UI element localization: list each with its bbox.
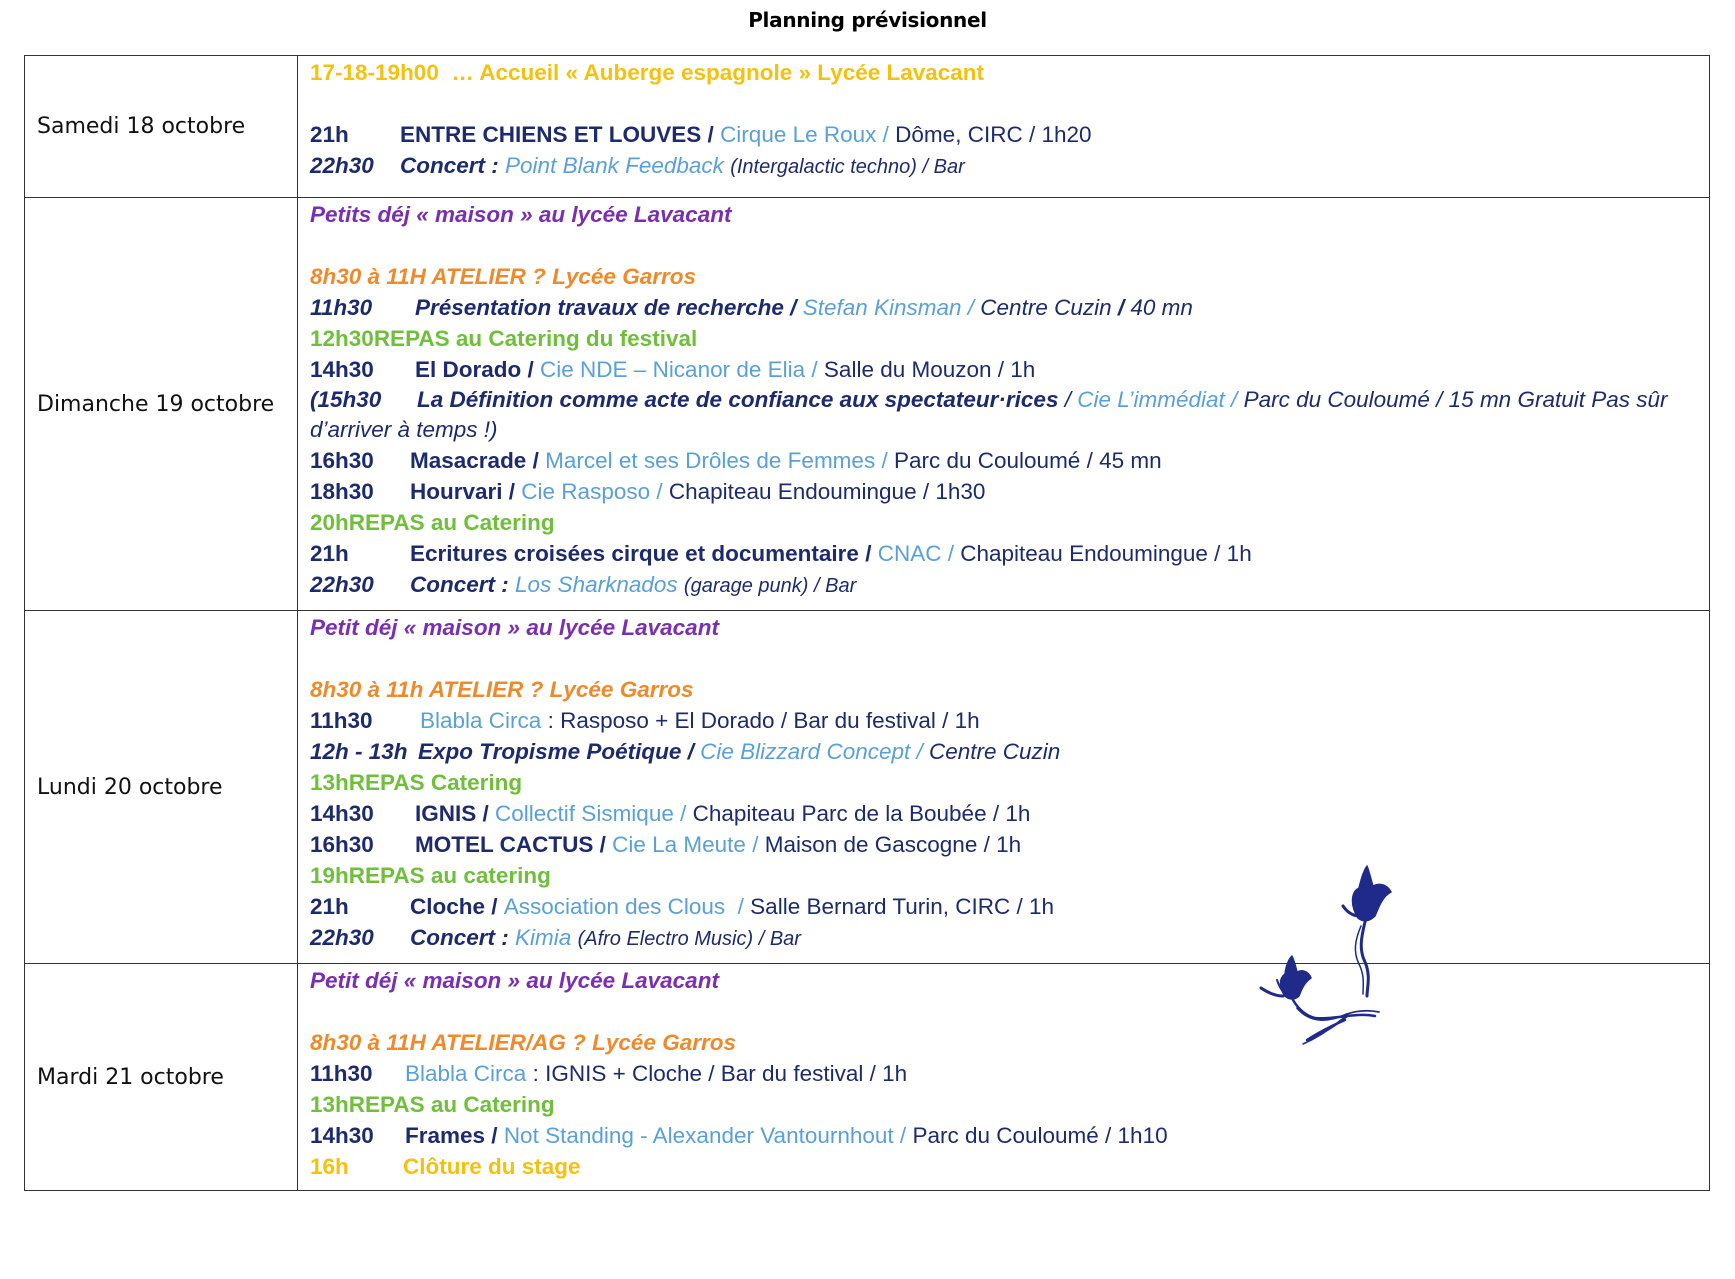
spacer (310, 88, 1697, 119)
company-name: Cie La Meute (612, 832, 746, 857)
venue: Chapiteau Parc de la Boubée / 1h (692, 801, 1031, 826)
day-label: Lundi 20 octobre (25, 611, 298, 964)
event-time: 16h30 (310, 832, 374, 857)
event-line: 14h30 Frames / Not Standing - Alexander Vantournhout / Parc du Couloumé / 1h10 (310, 1120, 1697, 1151)
event-details: IGNIS + Cloche / Bar du festival / 1h (545, 1061, 908, 1086)
event-time: (15h30 (310, 387, 382, 412)
venue: Salle Bernard Turin, CIRC / 1h (750, 894, 1055, 919)
day-row (25, 611, 1710, 964)
event-time: 14h30 (310, 801, 374, 826)
artist-name: Point Blank Feedback (505, 153, 724, 178)
closing-line (310, 1151, 1697, 1182)
event-line: 11h30 Présentation travaux de recherche / Stefan Kinsman / Centre Cuzin / 40 mn (310, 292, 1697, 323)
event-time: 18h30 (310, 479, 374, 504)
note-text: Petits déj « maison » au lycée Lavacant (310, 202, 732, 227)
event-line: 14h30 IGNIS / Collectif Sismique / Chapiteau Parc de la Boubée / 1h (310, 798, 1697, 829)
page-title: Planning prévisionnel (748, 8, 987, 32)
company-name: Marcel et ses Drôles de Femmes (545, 448, 876, 473)
duration: 40 mn (1130, 295, 1193, 320)
day-row (25, 198, 1710, 611)
day-row (25, 964, 1710, 1191)
venue: Chapiteau Endoumingue / 1h (960, 541, 1252, 566)
concert-time: 22h30 (310, 153, 374, 178)
spacer (310, 230, 1697, 261)
event-line: 21h ENTRE CHIENS ET LOUVES / Cirque Le Roux / Dôme, CIRC / 1h20 (310, 119, 1697, 150)
event-title: Masacrade (410, 448, 527, 473)
concert-label: Concert : (410, 572, 509, 597)
event-title: Présentation travaux de recherche (415, 295, 784, 320)
spacer (310, 643, 1697, 674)
note-text: Petit déj « maison » au lycée Lavacant (310, 615, 719, 640)
meal-line (310, 1089, 1697, 1120)
schedule-note (310, 612, 1697, 643)
meal-line (310, 507, 1697, 538)
meal-time: 12h30 (310, 326, 374, 351)
day-label: Mardi 21 octobre (25, 964, 298, 1191)
concert-time: 22h30 (310, 572, 374, 597)
event-time: 21h (310, 122, 349, 147)
note-text: Petit déj « maison » au lycée Lavacant (310, 968, 719, 993)
venue: Parc du Couloumé / 15 mn Gratuit Pas sûr d’arriver à temps !) (310, 387, 1668, 442)
day-events (298, 611, 1710, 964)
event-title: Hourvari (410, 479, 503, 504)
event-time: 12h - 13h (310, 739, 408, 764)
venue: Parc du Couloumé / 1h10 (912, 1123, 1168, 1148)
note-text: 8h30 à 11H ATELIER ? Lycée Garros (310, 264, 696, 289)
company-name: Blabla Circa (420, 708, 542, 733)
event-title: Ecritures croisées cirque et documentaire (410, 541, 859, 566)
event-title: Expo Tropisme Poétique (418, 739, 682, 764)
schedule-note (310, 199, 1697, 230)
day-events (298, 56, 1710, 198)
event-line: 21h Cloche / Association des Clous / Salle Bernard Turin, CIRC / 1h (310, 891, 1697, 922)
meal-time: 13h (310, 1092, 349, 1117)
venue: Centre Cuzin (980, 295, 1112, 320)
spacer (310, 996, 1697, 1027)
event-time: 11h30 (310, 295, 373, 320)
event-time: 11h30 (310, 708, 373, 733)
company-name: Cie Rasposo (521, 479, 651, 504)
concert-time: 22h30 (310, 925, 374, 950)
note-text: 8h30 à 11h ATELIER ? Lycée Garros (310, 677, 694, 702)
company-name: Cirque Le Roux (720, 122, 877, 147)
venue: Chapiteau Endoumingue / 1h30 (668, 479, 986, 504)
event-line: 14h30 El Dorado / Cie NDE – Nicanor de Elia / Salle du Mouzon / 1h (310, 354, 1697, 385)
meal-time: 13h (310, 770, 349, 795)
event-line: (15h30 La Définition comme acte de confiance aux spectateur·rices / Cie L’immédiat / Parc du Couloumé / 15 mn Gratuit Pas sûr d’arriver à temps !) (310, 387, 1668, 442)
event-time: 21h (310, 894, 349, 919)
day-row (25, 56, 1710, 198)
meal-text: REPAS au Catering (348, 1092, 555, 1117)
concert-line: 22h30 Concert : Los Sharknados (garage punk) / Bar (310, 569, 1697, 602)
event-time: 21h (310, 541, 349, 566)
meal-time: 19h (310, 863, 349, 888)
company-name: Cie Blizzard Concept (700, 739, 911, 764)
event-title: Cloche (410, 894, 486, 919)
music-genre: (garage punk) (683, 575, 809, 597)
day-events (298, 198, 1710, 611)
concert-label: Concert : (410, 925, 509, 950)
event-line: 16h30 MOTEL CACTUS / Cie La Meute / Maison de Gascogne / 1h (310, 829, 1697, 860)
venue: Salle du Mouzon / 1h (823, 357, 1036, 382)
company-name: Association des Clous (503, 894, 732, 919)
company-name: Blabla Circa (405, 1061, 527, 1086)
blabla-line: 11h30 Blabla Circa : Rasposo + El Dorado / Bar du festival / 1h (310, 705, 1697, 736)
day-label: Dimanche 19 octobre (25, 198, 298, 611)
closing-time: 16h (310, 1154, 349, 1179)
music-genre: (Intergalactic techno) (730, 156, 917, 178)
venue: Bar (769, 928, 801, 950)
blabla-line: 11h30 Blabla Circa : IGNIS + Cloche / Bar du festival / 1h (310, 1058, 1697, 1089)
venue: Bar (825, 575, 857, 597)
event-title: El Dorado (415, 357, 522, 382)
venue: Maison de Gascogne / 1h (764, 832, 1022, 857)
note-text: 8h30 à 11H ATELIER/AG ? Lycée Garros (310, 1030, 736, 1055)
meal-line (310, 860, 1697, 891)
concert-line: 22h30 Concert : Kimia (Afro Electro Music) / Bar (310, 922, 1697, 955)
schedule-note (310, 261, 1697, 292)
event-title: La Définition comme acte de confiance aux spectateur·rices (417, 387, 1059, 412)
venue: Dôme, CIRC / 1h20 (895, 122, 1092, 147)
company-name: Cie L’immédiat (1077, 387, 1225, 412)
tulip-flowers-icon (1255, 860, 1415, 1050)
meal-time: 20h (310, 510, 349, 535)
venue: Bar (933, 156, 965, 178)
event-time: 14h30 (310, 1123, 374, 1148)
meal-text: REPAS au catering (348, 863, 551, 888)
music-genre: (Afro Electro Music) (577, 928, 754, 950)
note-text: 17-18-19h00 … Accueil « Auberge espagnole » Lycée Lavacant (310, 60, 985, 85)
event-line: 12h - 13h Expo Tropisme Poétique / Cie Blizzard Concept / Centre Cuzin (310, 736, 1697, 767)
day-events (298, 964, 1710, 1191)
concert-line: 22h30 Concert : Point Blank Feedback (Intergalactic techno) / Bar (310, 150, 1697, 183)
event-title: ENTRE CHIENS ET LOUVES (400, 122, 702, 147)
company-name: CNAC (877, 541, 942, 566)
event-title: IGNIS (415, 801, 477, 826)
company-name: Collectif Sismique (495, 801, 674, 826)
schedule-note (310, 965, 1697, 996)
venue: Centre Cuzin (929, 739, 1061, 764)
venue: Parc du Couloumé / 45 mn (893, 448, 1162, 473)
event-line: 16h30 Masacrade / Marcel et ses Drôles de Femmes / Parc du Couloumé / 45 mn (310, 445, 1697, 476)
meal-text: REPAS au Catering du festival (373, 326, 698, 351)
meal-line (310, 323, 1697, 354)
event-time: 16h30 (310, 448, 374, 473)
event-line: 21h Ecritures croisées cirque et documentaire / CNAC / Chapiteau Endoumingue / 1h (310, 538, 1697, 569)
concert-label: Concert : (400, 153, 499, 178)
event-title: MOTEL CACTUS (415, 832, 594, 857)
planning-table (24, 55, 1710, 1191)
schedule-note (310, 57, 1697, 88)
meal-line (310, 767, 1697, 798)
meal-text: REPAS au Catering (348, 510, 555, 535)
company-name: Cie NDE – Nicanor de Elia (540, 357, 806, 382)
event-time: 11h30 (310, 1061, 373, 1086)
meal-text: REPAS Catering (348, 770, 523, 795)
event-title: Frames (405, 1123, 486, 1148)
artist-name: Los Sharknados (515, 572, 678, 597)
event-line: 18h30 Hourvari / Cie Rasposo / Chapiteau Endoumingue / 1h30 (310, 476, 1697, 507)
event-time: 14h30 (310, 357, 374, 382)
company-name: Stefan Kinsman (802, 295, 962, 320)
artist-name: Kimia (515, 925, 572, 950)
schedule-note (310, 1027, 1697, 1058)
schedule-note (310, 674, 1697, 705)
day-label: Samedi 18 octobre (25, 56, 298, 198)
event-details: Rasposo + El Dorado / Bar du festival / 1h (560, 708, 980, 733)
closing-text: Clôture du stage (403, 1154, 581, 1179)
company-name: Not Standing - Alexander Vantournhout (503, 1123, 894, 1148)
